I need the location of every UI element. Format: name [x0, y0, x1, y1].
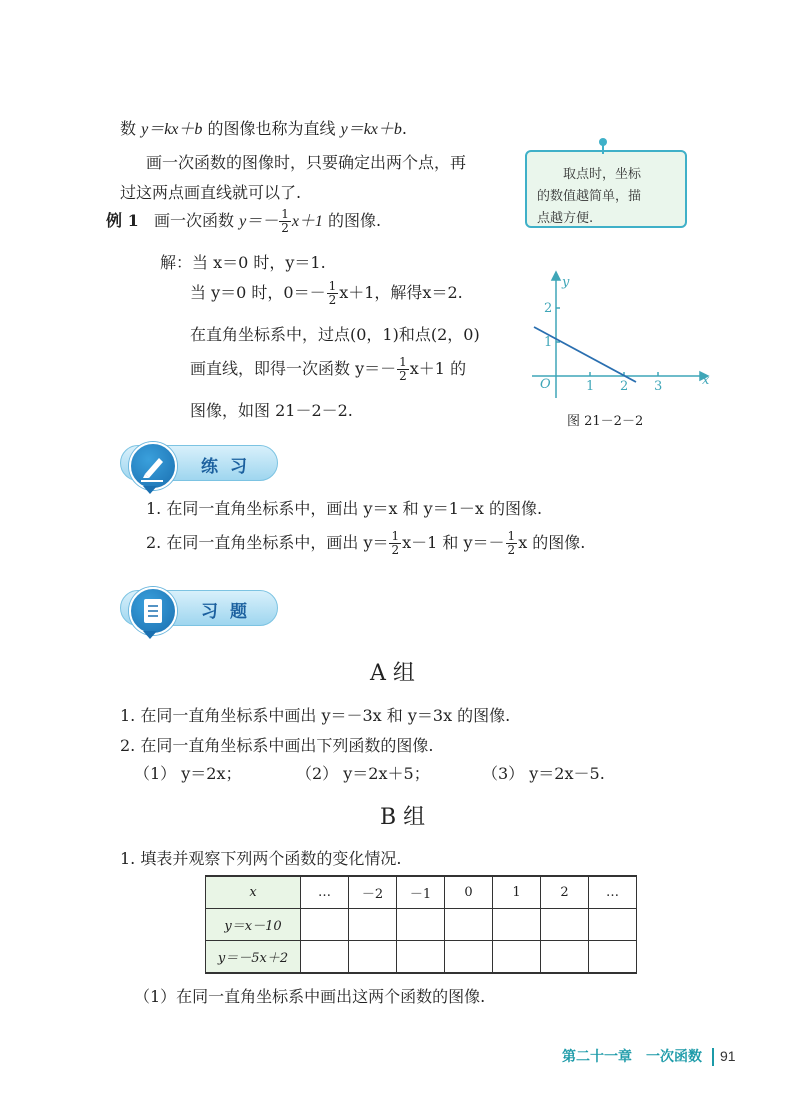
practice-question-2: 2. 在同一直角坐标系中，画出 y＝ $\frac{1}{2}$ x－1 和 y＝－ $\frac{1}{2}$ x 的图像.	[146, 529, 586, 557]
table-row	[206, 909, 637, 941]
page-number: 91	[720, 1048, 736, 1064]
practice-banner	[120, 445, 278, 481]
table-header-cell: 0	[445, 876, 493, 909]
table-row	[206, 941, 637, 974]
table-row-label: y＝－5x＋2	[206, 941, 301, 974]
table-header-cell: …	[301, 876, 349, 909]
table-cell	[349, 909, 397, 941]
table-cell	[493, 909, 541, 941]
x-tick-label: 2	[620, 379, 629, 394]
practice-title: 练习	[201, 457, 259, 477]
table-cell	[301, 941, 349, 974]
pencil-icon	[129, 442, 177, 490]
solution-line-4: 画直线，即得一次函数 y＝－ $\frac{1}{2}$ x＋1 的	[190, 355, 467, 383]
solution-line-5: 图像，如图 21－2－2.	[190, 401, 353, 420]
exercise-b-1: 1. 填表并观察下列两个函数的变化情况.	[120, 849, 402, 868]
table-cell	[589, 909, 637, 941]
paragraph-line-2: 过这两点画直线就可以了.	[120, 183, 302, 202]
page-footer	[562, 1046, 736, 1066]
table-header-cell: －2	[349, 876, 397, 909]
solution-line-1: 解：当 x＝0 时，y＝1.	[160, 253, 326, 272]
pin-icon	[599, 138, 607, 146]
group-b-heading: B 组	[380, 805, 426, 830]
exercise-b-1-sub-1: （1）在同一直角坐标系中画出这两个函数的图像.	[134, 987, 486, 1006]
exercises-banner	[120, 590, 278, 626]
notebook-icon	[129, 587, 177, 635]
table-row-label: y＝x－10	[206, 909, 301, 941]
table-row	[206, 876, 637, 909]
table-cell	[445, 941, 493, 974]
group-a-heading: A 组	[370, 661, 415, 686]
table-cell	[445, 909, 493, 941]
x-tick-label: 3	[654, 379, 663, 394]
table-header-cell: …	[589, 876, 637, 909]
table-header-cell: －1	[397, 876, 445, 909]
paragraph-line-1: 画一次函数的图像时，只要确定出两个点，再	[146, 153, 467, 172]
figure-caption: 图 21－2－2	[567, 414, 644, 429]
table-cell	[397, 941, 445, 974]
solution-line-2: 当 y＝0 时，0＝－ $\frac{1}{2}$ x＋1，解得x＝2.	[190, 279, 463, 307]
y-tick-label: 1	[544, 335, 553, 350]
text-line-1: 数 y＝kx＋b 的图像也称为直线 y＝kx＋b.	[120, 119, 407, 138]
table-cell	[349, 941, 397, 974]
exercises-title: 习题	[201, 602, 259, 622]
function-graph	[520, 270, 710, 400]
exercise-a-2-item: （2） y＝2x＋5；	[296, 764, 430, 783]
y-axis-label: y	[562, 275, 570, 290]
exercise-a-1: 1. 在同一直角坐标系中画出 y＝－3x 和 y＝3x 的图像.	[120, 706, 511, 725]
x-tick-label: 1	[586, 379, 595, 394]
table-cell	[589, 941, 637, 974]
practice-question-1: 1. 在同一直角坐标系中，画出 y＝x 和 y＝1－x 的图像.	[146, 499, 543, 518]
table-header-cell: 1	[493, 876, 541, 909]
origin-label: O	[540, 377, 551, 392]
table-cell	[397, 909, 445, 941]
exercise-a-2-item: （3） y＝2x－5.	[482, 764, 605, 783]
table-cell	[301, 909, 349, 941]
y-tick-label: 2	[544, 301, 553, 316]
table-header-cell: 2	[541, 876, 589, 909]
solution-line-3: 在直角坐标系中，过点(0，1)和点(2，0)	[190, 325, 480, 344]
table-header-cell: x	[206, 876, 301, 909]
value-table	[205, 875, 637, 974]
example-1-heading: 例 1 画一次函数 y＝－ $\frac{1}{2}$ x＋1 的图像.	[106, 207, 382, 235]
tip-note-box: 取点时，坐标 的数值越简单，描 点越方便.	[525, 150, 687, 228]
table-cell	[541, 941, 589, 974]
exercise-a-2: 2. 在同一直角坐标系中画出下列函数的图像.	[120, 736, 434, 755]
exercise-a-2-item: （1） y＝2x；	[134, 764, 242, 783]
table-cell	[493, 941, 541, 974]
table-cell	[541, 909, 589, 941]
x-axis-label: x	[702, 373, 710, 388]
chapter-title: 第二十一章 一次函数	[562, 1049, 702, 1065]
